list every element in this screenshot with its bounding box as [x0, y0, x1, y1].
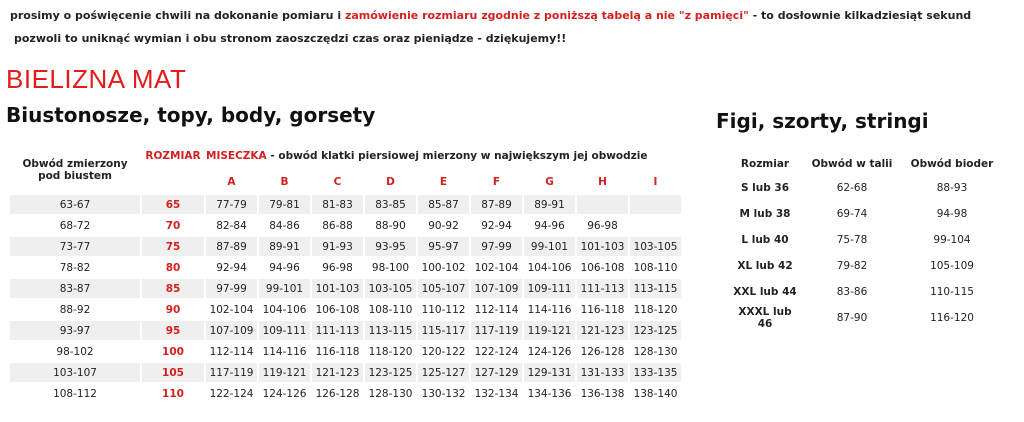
- intro-text: prosimy o poświęcenie chwili na dokonanie pomiaru i: [10, 9, 345, 22]
- bra-section-title: Biustonosze, topy, body, gorsety: [6, 103, 376, 127]
- cup-value-cell: 106-108: [315, 303, 360, 316]
- girth-cell: 73-77: [10, 237, 140, 256]
- panty-table-body: [726, 176, 1004, 330]
- cup-value-cell: 117-119: [206, 363, 257, 382]
- panty-size-cell: S lub 36: [740, 182, 790, 194]
- cup-value-cell: 132-134: [474, 387, 519, 400]
- size-cell: 105: [142, 363, 204, 382]
- cup-value-cell: 77-79: [206, 195, 257, 214]
- hips-cell: 105-109: [930, 260, 974, 272]
- cup-value-cell: 122-124: [209, 387, 254, 400]
- cup-value-cell: 114-116: [262, 345, 307, 358]
- cup-value-cell: 122-124: [474, 345, 519, 358]
- panty-header: Rozmiar: [740, 158, 790, 170]
- table-row: [726, 254, 1004, 278]
- intro-highlight: zamówienie rozmiaru zgodnie z poniższą tabelą a nie "z pamięci": [344, 9, 749, 22]
- cup-value-cell: 96-98: [322, 261, 353, 274]
- cup-value-cell: 114-116: [527, 303, 572, 316]
- bra-table-body: [10, 195, 681, 403]
- cup-value-cell: 94-96: [269, 261, 300, 274]
- cup-value-cell: 128-130: [368, 387, 413, 400]
- cup-value-cell: 116-118: [315, 345, 360, 358]
- hips-cell: 94-98: [936, 208, 968, 220]
- cup-value-cell: 113-115: [630, 279, 681, 298]
- cup-value-cell: 104-106: [262, 303, 307, 316]
- table-row: [726, 202, 1004, 226]
- cup-value-cell: 85-87: [418, 195, 469, 214]
- size-cell: 100: [162, 345, 184, 358]
- table-row: [10, 195, 681, 214]
- cup-value-cell: 99-101: [259, 279, 310, 298]
- cup-value-cell: 106-108: [580, 261, 625, 274]
- table-row: [10, 279, 681, 298]
- cup-value-cell: 113-115: [365, 321, 416, 340]
- cup-value-cell: 103-105: [630, 237, 681, 256]
- header-cup-desc: - obwód klatki piersiowej mierzony w największym jej obwodzie: [266, 150, 648, 162]
- cup-value-cell: 111-113: [312, 321, 363, 340]
- table-row: [726, 306, 1004, 330]
- cup-value-cell: 109-111: [259, 321, 310, 340]
- hips-cell: 110-115: [930, 286, 974, 298]
- cup-value-cell: 121-123: [312, 363, 363, 382]
- intro-text: - to dosłownie kilkadziesiąt sekund: [748, 9, 972, 22]
- cup-value-cell: 87-89: [471, 195, 522, 214]
- cup-value-cell: 118-120: [368, 345, 413, 358]
- cup-header: A: [227, 176, 236, 188]
- cup-value-cell: 89-91: [524, 195, 575, 214]
- size-cell: 85: [142, 279, 204, 298]
- panty-size-cell: XL lub 42: [737, 260, 793, 272]
- girth-cell: 78-82: [59, 261, 91, 274]
- panty-size-cell: XXXL lub 46: [738, 306, 792, 330]
- cup-header: E: [439, 176, 448, 188]
- cup-value-cell: 121-123: [577, 321, 628, 340]
- table-row: [726, 280, 1004, 304]
- panty-size-table: [726, 152, 1004, 332]
- cup-value-cell: 110-112: [421, 303, 466, 316]
- cup-value-cell: 92-94: [481, 219, 512, 232]
- cup-header: G: [545, 176, 554, 188]
- cup-value-cell: 101-103: [577, 237, 628, 256]
- intro-line-1: [10, 9, 971, 22]
- girth-cell: 88-92: [59, 303, 91, 316]
- cup-value-cell: 111-113: [577, 279, 628, 298]
- cup-value-cell: 134-136: [527, 387, 572, 400]
- cup-value-cell: 119-121: [524, 321, 575, 340]
- table-row: [726, 228, 1004, 252]
- cup-value-cell: 103-105: [365, 279, 416, 298]
- cup-value-cell: 105-107: [418, 279, 469, 298]
- cup-value-cell: 112-114: [209, 345, 254, 358]
- brand-title: BIELIZNA MAT: [6, 64, 187, 94]
- waist-cell: 87-90: [836, 312, 868, 324]
- cup-value-cell: 102-104: [474, 261, 519, 274]
- cup-value-cell: 130-132: [421, 387, 466, 400]
- cup-value-cell: 86-88: [322, 219, 353, 232]
- waist-cell: 75-78: [836, 234, 868, 246]
- cup-value-cell: 96-98: [587, 219, 618, 232]
- size-cell: 90: [165, 303, 181, 316]
- cup-value-cell: [630, 195, 681, 214]
- size-cell: 70: [165, 219, 181, 232]
- cup-value-cell: 82-84: [216, 219, 247, 232]
- cup-value-cell: 120-122: [421, 345, 466, 358]
- cup-value-cell: 108-110: [633, 261, 678, 274]
- cup-value-cell: 129-131: [524, 363, 575, 382]
- cup-value-cell: [577, 195, 628, 214]
- cup-value-cell: 83-85: [365, 195, 416, 214]
- panty-section-title: Figi, szorty, stringi: [716, 109, 929, 133]
- size-cell: 65: [142, 195, 204, 214]
- table-row: [10, 237, 681, 256]
- hips-cell: 99-104: [933, 234, 971, 246]
- cup-value-cell: 89-91: [259, 237, 310, 256]
- bra-size-table: [8, 145, 683, 405]
- cup-value-cell: 94-96: [534, 219, 565, 232]
- table-row: [10, 363, 681, 382]
- panty-header-row: [726, 154, 1004, 174]
- table-row: [10, 342, 681, 361]
- waist-cell: 79-82: [836, 260, 868, 272]
- cup-value-cell: 125-127: [418, 363, 469, 382]
- cup-value-cell: [630, 216, 681, 235]
- cup-value-cell: 123-125: [365, 363, 416, 382]
- cup-value-cell: 128-130: [633, 345, 678, 358]
- table-row: [10, 321, 681, 340]
- girth-cell: 103-107: [10, 363, 140, 382]
- waist-cell: 62-68: [836, 182, 868, 194]
- girth-cell: 83-87: [10, 279, 140, 298]
- table-row: [10, 300, 681, 319]
- cup-value-cell: 79-81: [259, 195, 310, 214]
- cup-value-cell: 87-89: [206, 237, 257, 256]
- cup-value-cell: 136-138: [580, 387, 625, 400]
- cup-value-cell: 102-104: [209, 303, 254, 316]
- header-girth: Obwód zmierzony pod biustem: [22, 158, 128, 182]
- cup-value-cell: 115-117: [418, 321, 469, 340]
- table-row: [10, 384, 681, 403]
- table-row: [10, 216, 681, 235]
- hips-cell: 88-93: [936, 182, 968, 194]
- cup-header: C: [333, 176, 342, 188]
- cup-value-cell: 127-129: [471, 363, 522, 382]
- size-cell: 110: [162, 387, 184, 400]
- size-cell: 95: [142, 321, 204, 340]
- header-cup-label: MISECZKA: [206, 150, 267, 162]
- cup-value-cell: 131-133: [577, 363, 628, 382]
- cup-value-cell: 88-90: [375, 219, 406, 232]
- cup-value-cell: 107-109: [206, 321, 257, 340]
- panty-size-cell: XXL lub 44: [733, 286, 797, 298]
- cup-value-cell: 118-120: [633, 303, 678, 316]
- cup-header: H: [598, 176, 607, 188]
- cup-value-cell: 104-106: [527, 261, 572, 274]
- table-row: [10, 258, 681, 277]
- cup-value-cell: 117-119: [471, 321, 522, 340]
- intro-line-2: pozwoli to uniknąć wymian i obu stronom zaoszczędzi czas oraz pieniądze - dziękujemy!!: [14, 32, 567, 45]
- cup-value-cell: 124-126: [262, 387, 307, 400]
- waist-cell: 69-74: [836, 208, 868, 220]
- cup-value-cell: 126-128: [580, 345, 625, 358]
- cup-value-cell: 109-111: [524, 279, 575, 298]
- girth-cell: 93-97: [10, 321, 140, 340]
- cup-value-cell: 126-128: [315, 387, 360, 400]
- panty-size-cell: M lub 38: [739, 208, 791, 220]
- cup-value-cell: 116-118: [580, 303, 625, 316]
- cup-value-cell: 93-95: [365, 237, 416, 256]
- waist-cell: 83-86: [836, 286, 868, 298]
- cup-value-cell: 112-114: [474, 303, 519, 316]
- size-cell: 75: [142, 237, 204, 256]
- cup-value-cell: 92-94: [216, 261, 247, 274]
- panty-header: Obwód bioder: [910, 158, 994, 170]
- cup-value-cell: 124-126: [527, 345, 572, 358]
- cup-header: F: [492, 176, 501, 188]
- cup-header: D: [386, 176, 395, 188]
- cup-header: B: [280, 176, 289, 188]
- cup-value-cell: 97-99: [206, 279, 257, 298]
- cup-value-cell: 99-101: [524, 237, 575, 256]
- girth-cell: 63-67: [10, 195, 140, 214]
- girth-cell: 108-112: [53, 387, 97, 400]
- girth-cell: 68-72: [59, 219, 91, 232]
- cup-value-cell: 119-121: [259, 363, 310, 382]
- cup-value-cell: 133-135: [630, 363, 681, 382]
- hips-cell: 116-120: [930, 312, 974, 324]
- cup-value-cell: 100-102: [421, 261, 466, 274]
- cup-value-cell: 123-125: [630, 321, 681, 340]
- cup-value-cell: 97-99: [471, 237, 522, 256]
- cup-value-cell: 81-83: [312, 195, 363, 214]
- cup-value-cell: 101-103: [312, 279, 363, 298]
- cup-value-cell: 98-100: [371, 261, 410, 274]
- cup-value-cell: 95-97: [418, 237, 469, 256]
- cup-value-cell: 138-140: [633, 387, 678, 400]
- cup-value-cell: 107-109: [471, 279, 522, 298]
- cup-value-cell: 90-92: [428, 219, 459, 232]
- girth-cell: 98-102: [56, 345, 94, 358]
- header-cup: [206, 147, 681, 169]
- panty-header: Obwód w talii: [811, 158, 893, 170]
- table-row: [726, 176, 1004, 200]
- size-cell: 80: [165, 261, 181, 274]
- panty-size-cell: L lub 40: [741, 234, 789, 246]
- cup-header: I: [653, 176, 658, 188]
- header-size: ROZMIAR: [145, 150, 201, 162]
- cup-value-cell: 91-93: [312, 237, 363, 256]
- cup-value-cell: 84-86: [269, 219, 300, 232]
- cup-value-cell: 108-110: [368, 303, 413, 316]
